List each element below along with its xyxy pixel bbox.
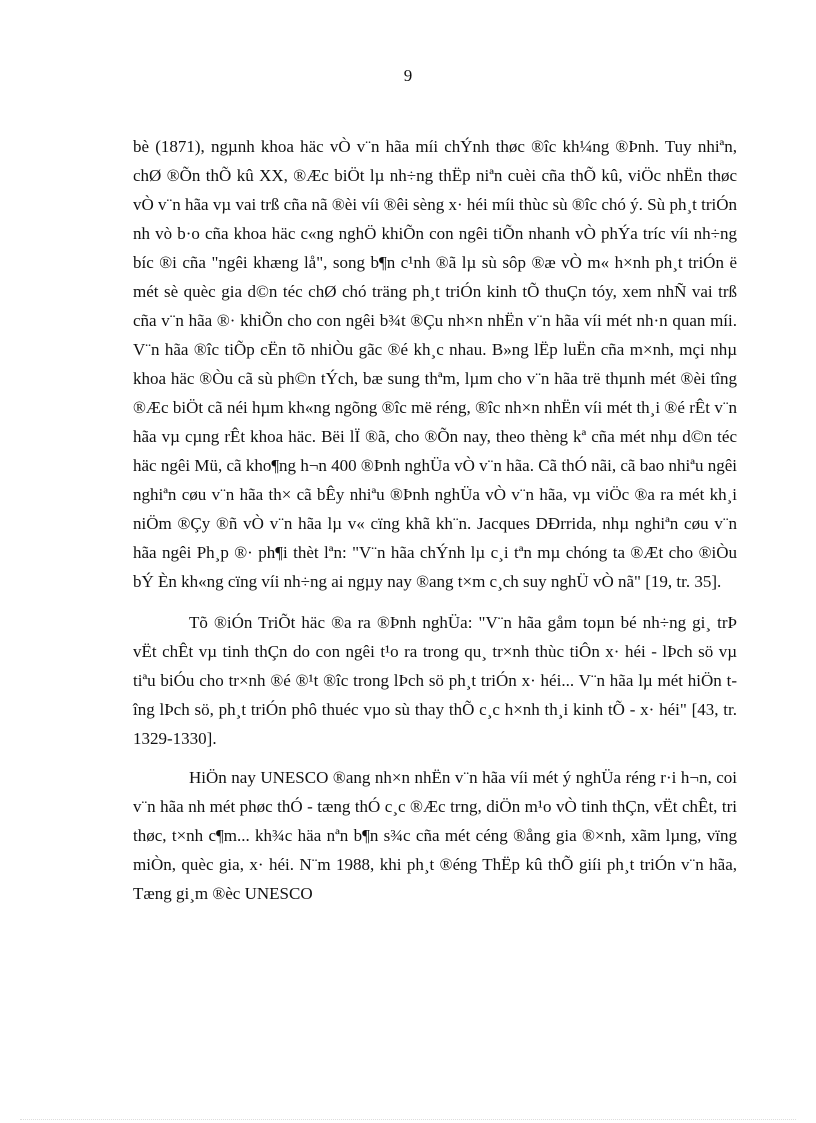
paragraph: bè (1871), ngµnh khoa häc vÒ v¨n hãa míi chÝnh thøc ®îc kh¼ng ®Þnh. Tuy nhiªn, chØ ®Õn thÕ kû XX, ®Æc biÖt lµ nh÷ng thËp niªn cuèi cña thÕ kû, viÖc nhËn thøc vÒ v¨n hãa vµ vai trß cña nã ®èi víi ®êi sèng x· héi míi thùc sù ®îc chó ý. Sù ph¸t triÓn nh vò b·o cña khoa häc c«ng nghÖ khiÕn con ngêi tiÕn nhanh vÒ phÝa tríc víi nh÷ng bíc ®i cña "ngêi khæng lå", song b¶n c¹nh ®ã lµ sù sôp ®æ vÒ m« h×nh ph¸t triÓn ë mét sè quèc gia d©n téc chØ chó träng ph¸t triÓn kinh tÕ thuÇn tóy, xem nhÑ vai trß cña v¨n hãa ®· khiÕn cho con ngêi b¾t ®Çu nh×n nhËn v¨n hãa víi mét nh·n quan míi. V¨n hãa ®îc tiÕp cËn tõ nhiÒu gãc ®é kh¸c nhau. B»ng lËp luËn cña m×nh, mçi nhµ khoa häc ®Òu cã sù ph©n tÝch, bæ sung thªm, lµm cho v¨n hãa trë thµnh mét ®èi tîng ®Æc biÖt cã néi hµm kh«ng ngõng ®îc më réng, ®îc nh×n nhËn víi mét th¸i ®é rÊt v¨n hãa vµ cµng rÊt khoa häc. Bëi lÏ ®ã, cho ®Õn nay, theo thèng kª cña mét nhµ d©n téc häc ngêi Mü, cã kho¶ng h¬n 400 ®Þnh nghÜa vÒ v¨n hãa. Cã thÓ nãi, cã bao nhiªu ngêi nghiªn cøu v¨n hãa th× cã bÊy nhiªu ®Þnh nghÜa vÒ v¨n hãa, vµ viÖc ®a ra mét kh¸i niÖm ®Çy ®ñ vÒ v¨n hãa lµ v« cïng khã kh¨n. Jacques DÐrrida, nhµ nghiªn cøu v¨n hãa ngêi Ph¸p ®· ph¶i thèt lªn: "V¨n hãa chÝnh lµ c¸i tªn mµ chóng ta ®Æt cho ®iÒu bÝ Èn kh«ng cïng víi nh÷ng ai ngµy nay ®ang t×m c¸ch suy nghÜ vÒ nã" [19, tr. 35].	[133, 137, 737, 591]
body-text	[133, 132, 737, 908]
page-number: 9	[403, 66, 413, 85]
page-edge-divider	[20, 1119, 796, 1120]
paragraph: HiÖn nay UNESCO ®ang nh×n nhËn v¨n hãa víi mét ý nghÜa réng r·i h¬n, coi v¨n hãa nh mét phøc thÓ - tæng thÓ c¸c ®Æc trng, diÖn m¹o vÒ tinh thÇn, vËt chÊt, tri thøc, t×nh c¶m... kh¾c häa nªn b¶n s¾c cña mét céng ®ång gia ®×nh, xãm lµng, vïng miÒn, quèc gia, x· héi. N¨m 1988, khi ph¸t ®éng ThËp kû thÕ giíi ph¸t triÓn v¨n hãa, Tæng gi¸m ®èc UNESCO	[133, 768, 737, 903]
paragraph: Tõ ®iÓn TriÕt häc ®a ra ®Þnh nghÜa: "V¨n hãa gåm toµn bé nh÷ng gi¸ trÞ vËt chÊt vµ tinh thÇn do con ngêi t¹o ra trong qu¸ tr×nh thùc tiÔn x· héi - lÞch sö vµ tiªu biÓu cho tr×nh ®é ®¹t ®îc trong lÞch sö ph¸t triÓn x· héi... V¨n hãa lµ mét hiÖn tîng lÞch sö, ph¸t triÓn phô thuéc vµo sù thay thÕ c¸c h×nh th¸i kinh tÕ - x· héi" [43, tr. 1329-1330].	[133, 613, 737, 748]
